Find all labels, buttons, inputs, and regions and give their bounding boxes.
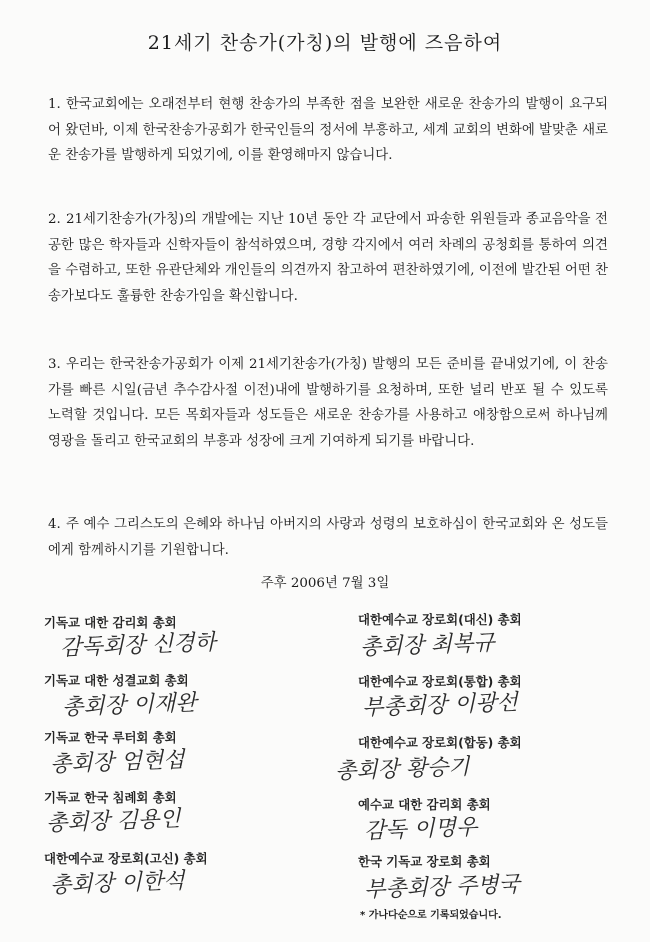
denomination-left-5: 대한예수교 장로회(고신) 총회 (44, 851, 208, 866)
signature-right-5: 부총회장 주병국 (363, 872, 521, 903)
denomination-right-5: 한국 기독교 장로회 총회 (358, 854, 491, 869)
document-title: 21세기 찬송가(가칭)의 발행에 즈음하여 (147, 32, 503, 54)
paragraph-text: 우리는 한국찬송가공회가 이제 21세기찬송가(가칭) 발행의 모든 준비를 끝내었기에, 이 찬송가를 빠른 시일(금년 추수감사절 이전)내에 발행하기를 요청하며, 또한 널리 반포 될 수 있도록 노력할 것입니다. 모든 목회자들과 성도들은 새로운 찬송가를 사용하고 애창함으로써 하나님께 영광을 돌리고 한국교회의 부흥과 성장에 크게 기여하게 되기를 바랍니다. (48, 357, 608, 449)
denomination-left-3: 기독교 한국 루터회 총회 (44, 730, 177, 745)
paragraph-4 (48, 512, 608, 563)
paragraph-text: 21세기찬송가(가칭)의 개발에는 지난 10년 동안 각 교단에서 파송한 위원들과 종교음악을 전공한 많은 학자들과 신학자들이 참석하였으며, 경향 각지에서 여러 차례의 공청회를 통하여 의견을 수렴하고, 또한 유관단체와 개인들의 의견까지 참고하여 편찬하였기에, 이전에 발간된 어떤 찬송가보다도 훌륭한 찬송가임을 확신합니다. (48, 212, 608, 304)
document-date: 주후 2006년 7월 3일 (260, 576, 390, 591)
paragraph-number: 2. (48, 212, 61, 227)
denomination-right-3: 대한예수교 장로회(합동) 총회 (358, 735, 522, 750)
paragraph-number: 3. (48, 357, 61, 372)
signature-left-1: 감독회장 신경하 (59, 630, 217, 661)
paragraph-3 (48, 352, 608, 454)
signature-right-3: 총회장 황승기 (334, 754, 470, 785)
signature-left-4: 총회장 김용인 (45, 806, 181, 837)
denomination-left-1: 기독교 대한 감리회 총회 (44, 615, 177, 630)
signature-right-1: 총회장 최복규 (359, 630, 495, 661)
paragraph-text: 주 예수 그리스도의 은혜와 하나님 아버지의 사랑과 성령의 보호하심이 한국교회와 온 성도들에게 함께하시기를 기원합니다. (48, 517, 608, 558)
paragraph-2 (48, 207, 608, 309)
paragraph-text: 한국교회에는 오래전부터 현행 찬송가의 부족한 점을 보완한 새로운 찬송가의 발행이 요구되어 왔던바, 이제 한국찬송가공회가 한국인들의 정서에 부흥하고, 세계 교회의 변화에 발맞춘 새로운 찬송가를 발행하게 되었기에, 이를 환영해마지 않습니다. (48, 97, 608, 163)
paragraph-number: 4. (48, 517, 61, 532)
denomination-left-2: 기독교 대한 성결교회 총회 (44, 673, 189, 688)
signature-right-4: 감독 이명우 (363, 815, 478, 844)
signature-left-3: 총회장 엄현섭 (49, 747, 185, 778)
paragraph-number: 1. (48, 97, 61, 112)
denomination-right-2: 대한예수교 장로회(통합) 총회 (358, 674, 522, 689)
denomination-right-1: 대한예수교 장로회(대신) 총회 (358, 612, 522, 627)
denomination-left-4: 기독교 한국 침례회 총회 (44, 790, 177, 805)
ordering-note: * 가나다순으로 기록되었습니다. (360, 910, 502, 921)
denomination-right-4: 예수교 대한 감리회 총회 (358, 797, 491, 812)
signature-right-2: 부총회장 이광선 (361, 690, 519, 721)
signature-left-2: 총회장 이재완 (61, 690, 197, 721)
paragraph-1 (48, 92, 608, 169)
signature-left-5: 총회장 이한석 (49, 868, 185, 899)
